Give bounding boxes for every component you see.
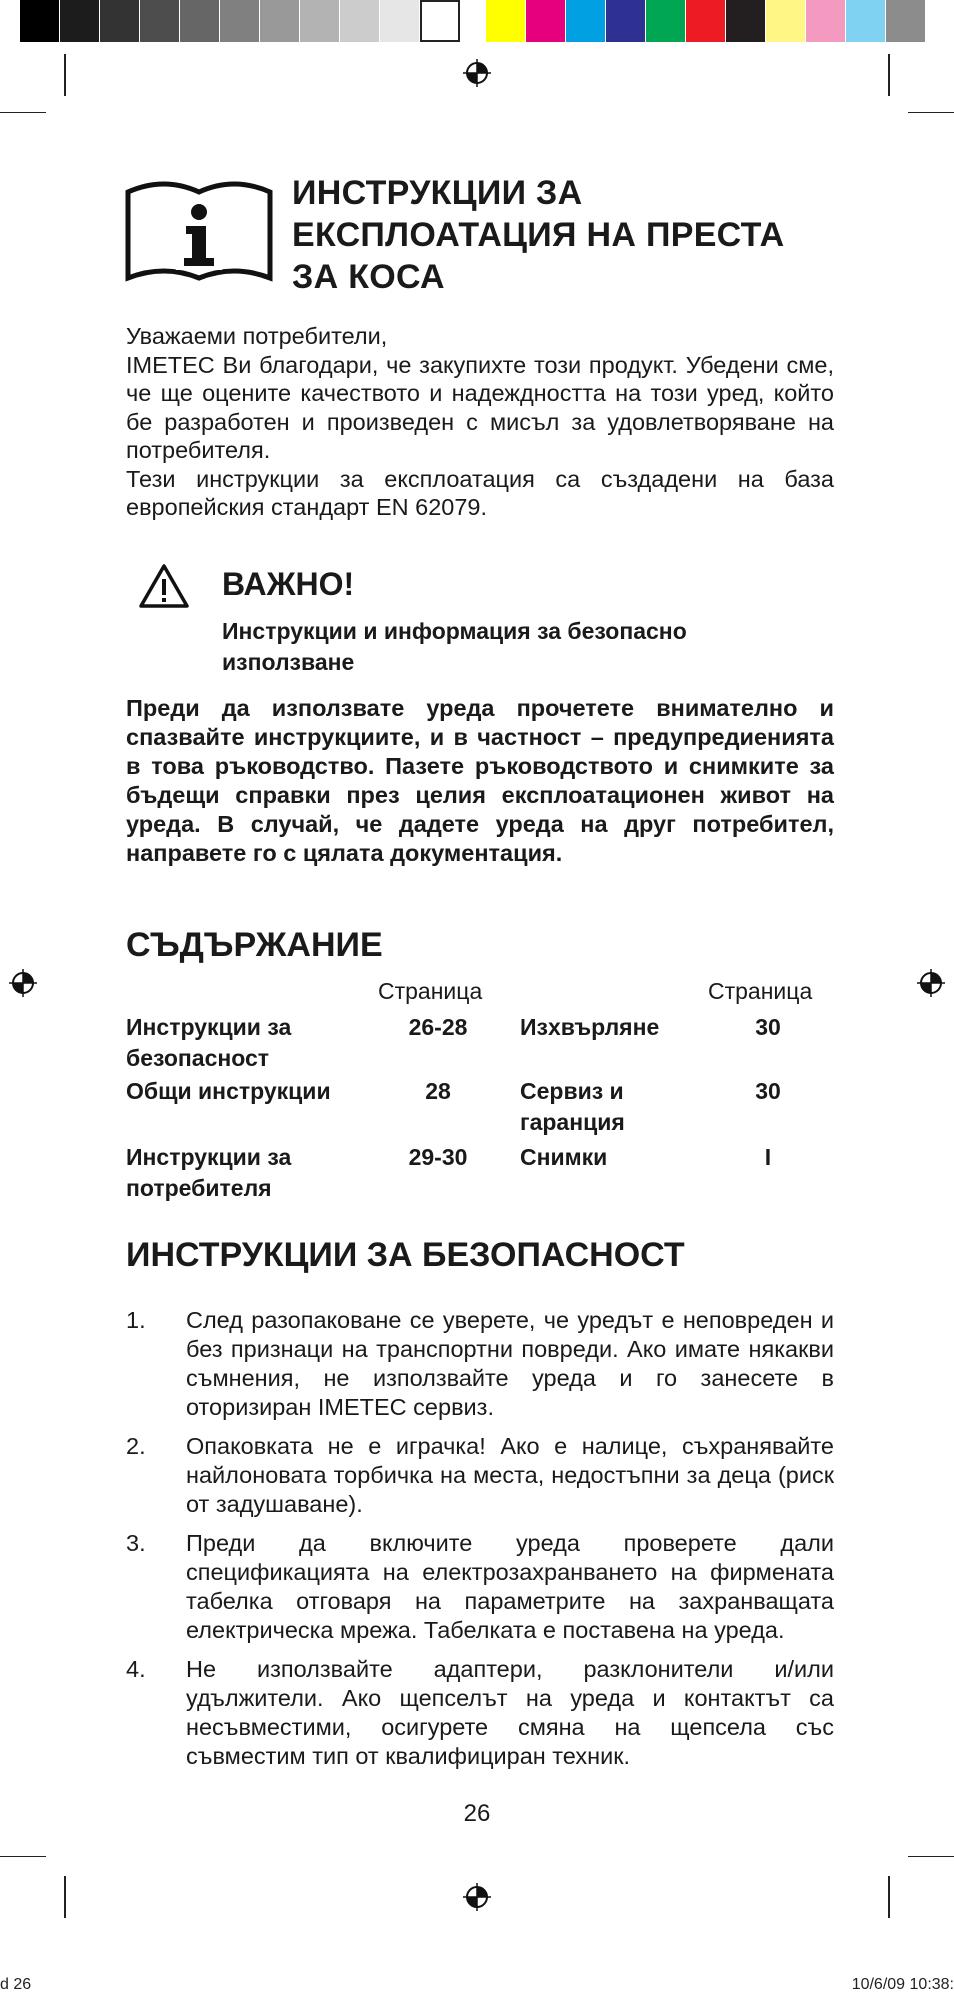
intro-paragraph: IMETEC Ви благодари, че закупихте този продукт. Убедени сме, че ще оцените качеството и надеждността на този уред, който бе разработен и произведен с мисъл за удовлетворяване на потребителя. — [126, 351, 834, 463]
item-number: 4. — [126, 1656, 146, 1682]
color-swatch — [380, 0, 420, 42]
important-subtitle: Инструкции и информация за безопасно използване — [222, 618, 687, 675]
crop-mark — [908, 112, 954, 113]
color-swatch — [486, 0, 526, 42]
contents-heading: СЪДЪРЖАНИЕ — [126, 926, 383, 964]
item-text: Не използвайте адаптери, разклонители и/или удължители. Ако щепселът на уреда и контактът са несъвместими, осигурете смяна на щепсела със съвместим тип от квалифициран техник. — [186, 1656, 834, 1769]
item-text: Преди да включите уреда проверете дали спецификацията на електрозахранването на фирмената табелка отговаря на параметрите на захранващата електрическа мрежа. Табелката е поставена на уреда. — [186, 1530, 834, 1643]
title-line: ИНСТРУКЦИИ ЗА — [292, 174, 583, 212]
page-column-header: Страница — [708, 978, 813, 1004]
color-swatch — [846, 0, 886, 42]
warning-paragraph — [126, 694, 834, 868]
color-swatch — [606, 0, 646, 42]
warning-triangle-icon — [138, 562, 190, 610]
color-swatch — [686, 0, 726, 42]
page-number: 26 — [463, 1800, 491, 1827]
crop-mark — [64, 54, 66, 96]
crop-mark — [64, 1876, 66, 1918]
item-number: 1. — [126, 1307, 146, 1333]
intro-section — [126, 322, 834, 522]
registration-mark-icon — [8, 968, 38, 998]
item-number: 3. — [126, 1530, 146, 1556]
toc-label: Изхвърляне — [520, 1014, 660, 1040]
crop-mark — [888, 1876, 890, 1918]
color-swatch — [526, 0, 566, 42]
toc-label: Инструкции за потребителя — [126, 1144, 292, 1201]
toc-label: Общи инструкции — [126, 1078, 331, 1104]
list-item — [126, 1432, 834, 1519]
registration-mark-icon — [462, 58, 492, 88]
toc-label: Инструкции за безопасност — [126, 1014, 292, 1071]
important-heading: ВАЖНО! — [222, 566, 355, 602]
color-swatch — [20, 0, 60, 42]
toc-page: 30 — [755, 1014, 781, 1040]
registration-mark-icon — [916, 968, 946, 998]
slug-right: 10/6/09 10:38: — [851, 1976, 954, 1993]
color-swatch — [300, 0, 340, 42]
intro-paragraph: Тези инструкции за експлоатация са създадени на база европейския стандарт EN 62079. — [126, 465, 834, 520]
item-text: Опаковката не е играчка! Ако е налице, съхранявайте найлоновата торбичка на места, недостъпни за деца (риск от задушаване). — [186, 1433, 834, 1517]
gray-color-bar — [20, 0, 460, 42]
color-swatch — [766, 0, 806, 42]
page-column-header: Страница — [378, 978, 483, 1004]
color-swatch — [100, 0, 140, 42]
safety-heading: ИНСТРУКЦИИ ЗА БЕЗОПАСНОСТ — [126, 1236, 685, 1274]
registration-mark-icon — [462, 1882, 492, 1912]
color-swatch — [726, 0, 766, 42]
color-swatch — [60, 0, 100, 42]
list-item — [126, 1655, 834, 1771]
color-swatch — [806, 0, 846, 42]
color-swatch — [220, 0, 260, 42]
info-book-icon — [124, 170, 274, 286]
color-swatch — [886, 0, 926, 42]
toc-page: 29-30 — [408, 1144, 468, 1170]
title-line: ЕКСПЛОАТАЦИЯ НА ПРЕСТА — [292, 216, 785, 254]
greeting: Уважаеми потребители, — [126, 323, 388, 349]
item-number: 2. — [126, 1433, 146, 1459]
color-swatch — [260, 0, 300, 42]
toc-label: Сервиз и гаранция — [520, 1078, 625, 1135]
warning-text: Преди да използвате уреда прочетете внимателно и спазвайте инструкциите, и в частност – предупредиенията в това ръководство. Пазете ръководството и снимките за бъдещи справки през целия експлоатационен живот на уреда. В случай, че дадете уреда на друг потребител, направете го с цялата документация. — [126, 695, 834, 866]
toc-label: Снимки — [520, 1144, 608, 1170]
crop-mark — [0, 1856, 46, 1857]
document-title — [292, 172, 852, 298]
safety-list — [126, 1306, 834, 1781]
color-swatch — [180, 0, 220, 42]
title-line: ЗА КОСА — [292, 258, 445, 296]
item-text: След разопаковане се уверете, че уредът е неповреден и без признаци на транспортни повреди. Ако имате някакви съмнения, не използвайте уреда и го занесете в оторизиран IMETEC сервиз. — [186, 1307, 834, 1420]
crop-mark — [908, 1856, 954, 1857]
list-item — [126, 1306, 834, 1422]
color-swatch — [340, 0, 380, 42]
process-color-bar — [486, 0, 926, 42]
slug-left: d 26 — [0, 1976, 32, 1993]
toc-page: 30 — [755, 1078, 781, 1104]
color-swatch — [566, 0, 606, 42]
crop-mark — [0, 112, 46, 113]
toc-page: I — [764, 1144, 772, 1170]
list-item — [126, 1529, 834, 1645]
toc-page: 28 — [425, 1078, 451, 1104]
crop-mark — [888, 54, 890, 96]
color-swatch — [420, 0, 460, 42]
color-swatch — [140, 0, 180, 42]
color-swatch — [646, 0, 686, 42]
toc-page: 26-28 — [408, 1014, 468, 1040]
